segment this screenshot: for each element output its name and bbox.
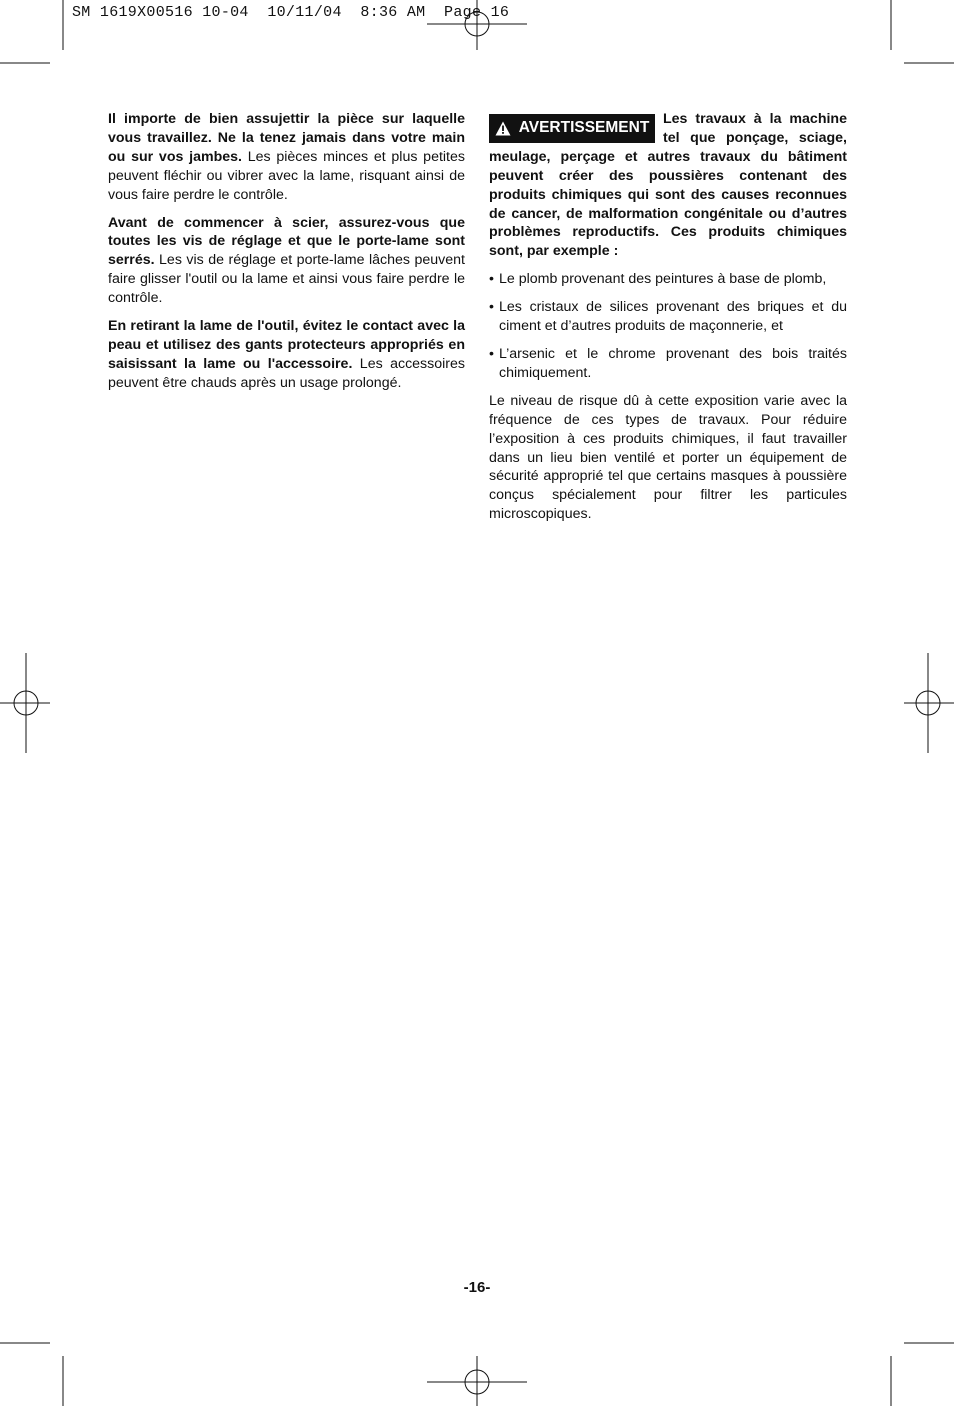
warning-label: AVERTISSEMENT (518, 119, 650, 137)
paragraph-blade-removal (108, 317, 465, 393)
paragraph-normal: Les vis de réglage et porte-lame lâches peuvent faire glisser l'outil ou la lame et ainsi vous faire perdre le contrôle. (108, 252, 465, 307)
print-slug: SM 1619X00516 10-04 10/11/04 8:36 AM Page 16 (72, 4, 510, 21)
list-item (489, 298, 847, 336)
bullet-mark: • (489, 345, 494, 362)
list-item-text: Le plomb provenant des peintures à base de plomb, (499, 271, 827, 288)
right-column (489, 110, 847, 533)
warning-paragraph (489, 110, 847, 261)
paragraph-risk-level: Le niveau de risque dû à cette exposition varie avec la fréquence de ces types de travaux. Pour réduire l’exposition à ces produits chimiques, il faut travailler dans un lieu bien ventilé et porter un équipement de sécurité approprié tel que certains masques à poussière conçus spécialement pour filtrer les particules microscopiques. (489, 392, 847, 523)
warning-triangle-icon (495, 121, 511, 136)
paragraph-adjustments (108, 214, 465, 309)
bullet-mark: • (489, 299, 494, 316)
registration-mark-bottom (427, 1356, 527, 1406)
page-number: -16- (463, 1279, 491, 1296)
paragraph-bold: Avant de commencer à scier, assurez-vous que toutes les vis de réglage et que le porte-lame sont serrés. (108, 214, 465, 269)
registration-mark-left (0, 653, 50, 753)
list-item (489, 270, 847, 289)
paragraph-workpiece (108, 110, 465, 205)
left-column (108, 110, 465, 402)
paragraph-normal: Les pièces minces et plus petites peuvent fléchir ou vibrer avec la lame, risquant ainsi de vous faire perdre le contrôle. (108, 148, 465, 203)
list-item (489, 345, 847, 383)
list-item-text: Les cristaux de silices provenant des briques et du ciment et d’autres produits de maçonnerie, et (499, 299, 847, 335)
paragraph-normal: Les accessoires peuvent être chauds après un usage prolongé. (108, 355, 465, 391)
paragraph-bold: Il importe de bien assujettir la pièce sur laquelle vous travaillez. Ne la tenez jamais dans votre main ou sur vos jambes. (108, 111, 465, 165)
registration-mark-right (904, 653, 954, 753)
warning-badge (489, 114, 655, 143)
paragraph-bold: En retirant la lame de l'outil, évitez le contact avec la peau et utilisez des gants protecteurs appropriés en saisissant la lame ou l'accessoire. (108, 318, 465, 372)
list-item-text: L’arsenic et le chrome provenant des bois traités chimiquement. (499, 345, 847, 381)
warning-text: Les travaux à la machine tel que ponçage, sciage, meulage, perçage et autres travaux du bâtiment peuvent créer des poussières contenant des produits chimiques qui sont des causes reconnues de cancer, de malformation congénitale ou d’autres problèmes reproductifs. Ces produits chimiques sont, par exemple : (489, 111, 847, 260)
bullet-mark: • (489, 271, 494, 288)
